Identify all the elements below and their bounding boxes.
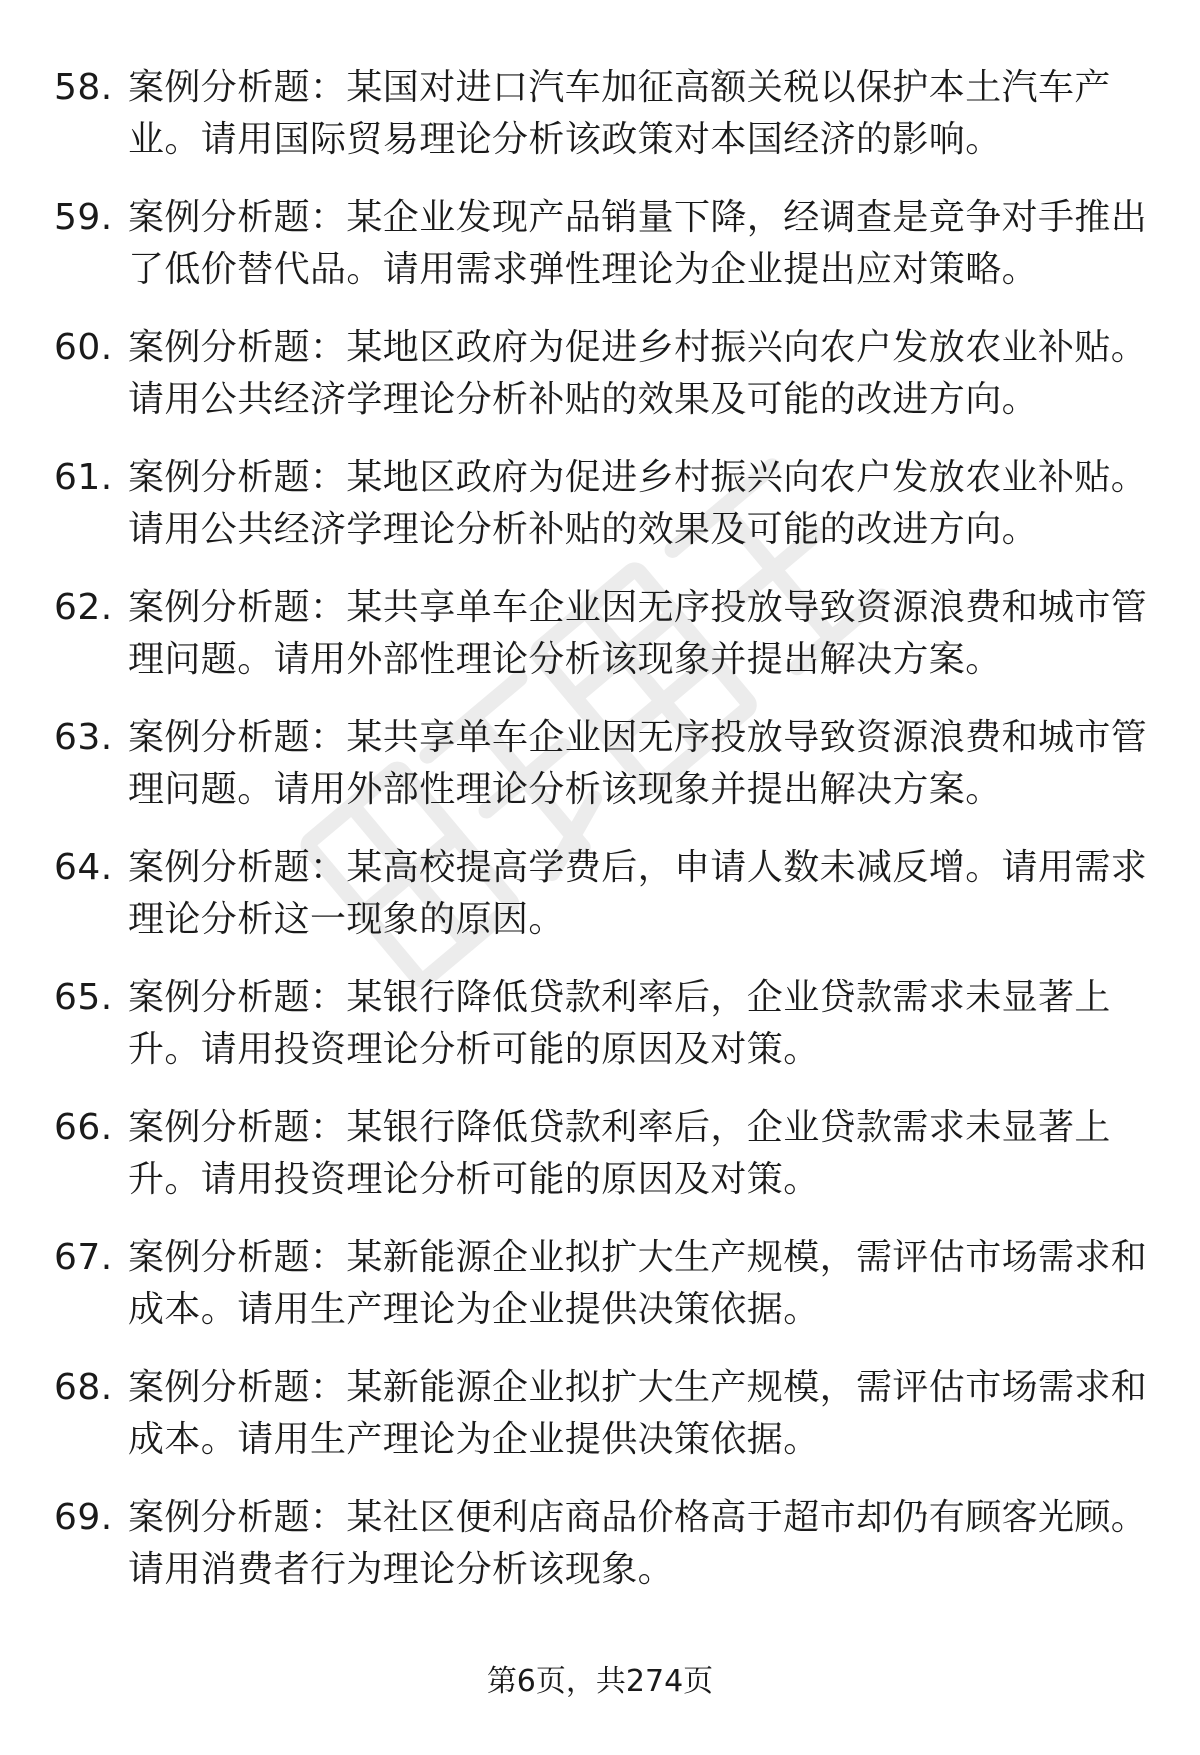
question-text: 案例分析题：某地区政府为促进乡村振兴向农户发放农业补贴。请用公共经济学理论分析补贴的效果及可能的改进方向。 — [128, 457, 1148, 550]
question-item — [0, 322, 1200, 452]
question-item — [0, 1102, 1200, 1232]
question-text: 案例分析题：某社区便利店商品价格高于超市却仍有顾客光顾。请用消费者行为理论分析该现象。 — [128, 1497, 1148, 1590]
question-item — [0, 582, 1200, 712]
question-text: 案例分析题：某共享单车企业因无序投放导致资源浪费和城市管理问题。请用外部性理论分析该现象并提出解决方案。 — [128, 717, 1148, 810]
question-item — [0, 712, 1200, 842]
question-text: 案例分析题：某高校提高学费后，申请人数未减反增。请用需求理论分析这一现象的原因。 — [128, 847, 1148, 940]
question-number: 63. — [54, 717, 113, 758]
question-number: 62. — [54, 587, 113, 628]
question-number: 58. — [54, 67, 113, 108]
question-item — [0, 1232, 1200, 1362]
question-item — [0, 972, 1200, 1102]
question-text: 案例分析题：某新能源企业拟扩大生产规模，需评估市场需求和成本。请用生产理论为企业提供决策依据。 — [128, 1367, 1148, 1460]
question-item — [0, 842, 1200, 972]
question-text: 案例分析题：某新能源企业拟扩大生产规模，需评估市场需求和成本。请用生产理论为企业提供决策依据。 — [128, 1237, 1148, 1330]
page-footer: 第6页，共274页 — [486, 1664, 714, 1699]
question-item — [0, 62, 1200, 192]
question-number: 69. — [54, 1497, 113, 1538]
question-item — [0, 192, 1200, 322]
question-text: 案例分析题：某地区政府为促进乡村振兴向农户发放农业补贴。请用公共经济学理论分析补贴的效果及可能的改进方向。 — [128, 327, 1148, 420]
question-item — [0, 1492, 1200, 1622]
question-text: 案例分析题：某银行降低贷款利率后，企业贷款需求未显著上升。请用投资理论分析可能的原因及对策。 — [128, 1107, 1111, 1200]
question-number: 61. — [54, 457, 113, 498]
question-text: 案例分析题：某国对进口汽车加征高额关税以保护本土汽车产业。请用国际贸易理论分析该政策对本国经济的影响。 — [128, 67, 1111, 160]
question-list — [0, 62, 1200, 1622]
question-item — [0, 452, 1200, 582]
question-number: 65. — [54, 977, 113, 1018]
question-number: 66. — [54, 1107, 113, 1148]
question-text: 案例分析题：某共享单车企业因无序投放导致资源浪费和城市管理问题。请用外部性理论分析该现象并提出解决方案。 — [128, 587, 1148, 680]
question-text: 案例分析题：某银行降低贷款利率后，企业贷款需求未显著上升。请用投资理论分析可能的原因及对策。 — [128, 977, 1111, 1070]
question-number: 64. — [54, 847, 113, 888]
question-number: 60. — [54, 327, 113, 368]
question-item — [0, 1362, 1200, 1492]
question-number: 59. — [54, 197, 113, 238]
question-number: 68. — [54, 1367, 113, 1408]
question-number: 67. — [54, 1237, 113, 1278]
question-text: 案例分析题：某企业发现产品销量下降，经调查是竞争对手推出了低价替代品。请用需求弹性理论为企业提出应对策略。 — [128, 197, 1148, 290]
